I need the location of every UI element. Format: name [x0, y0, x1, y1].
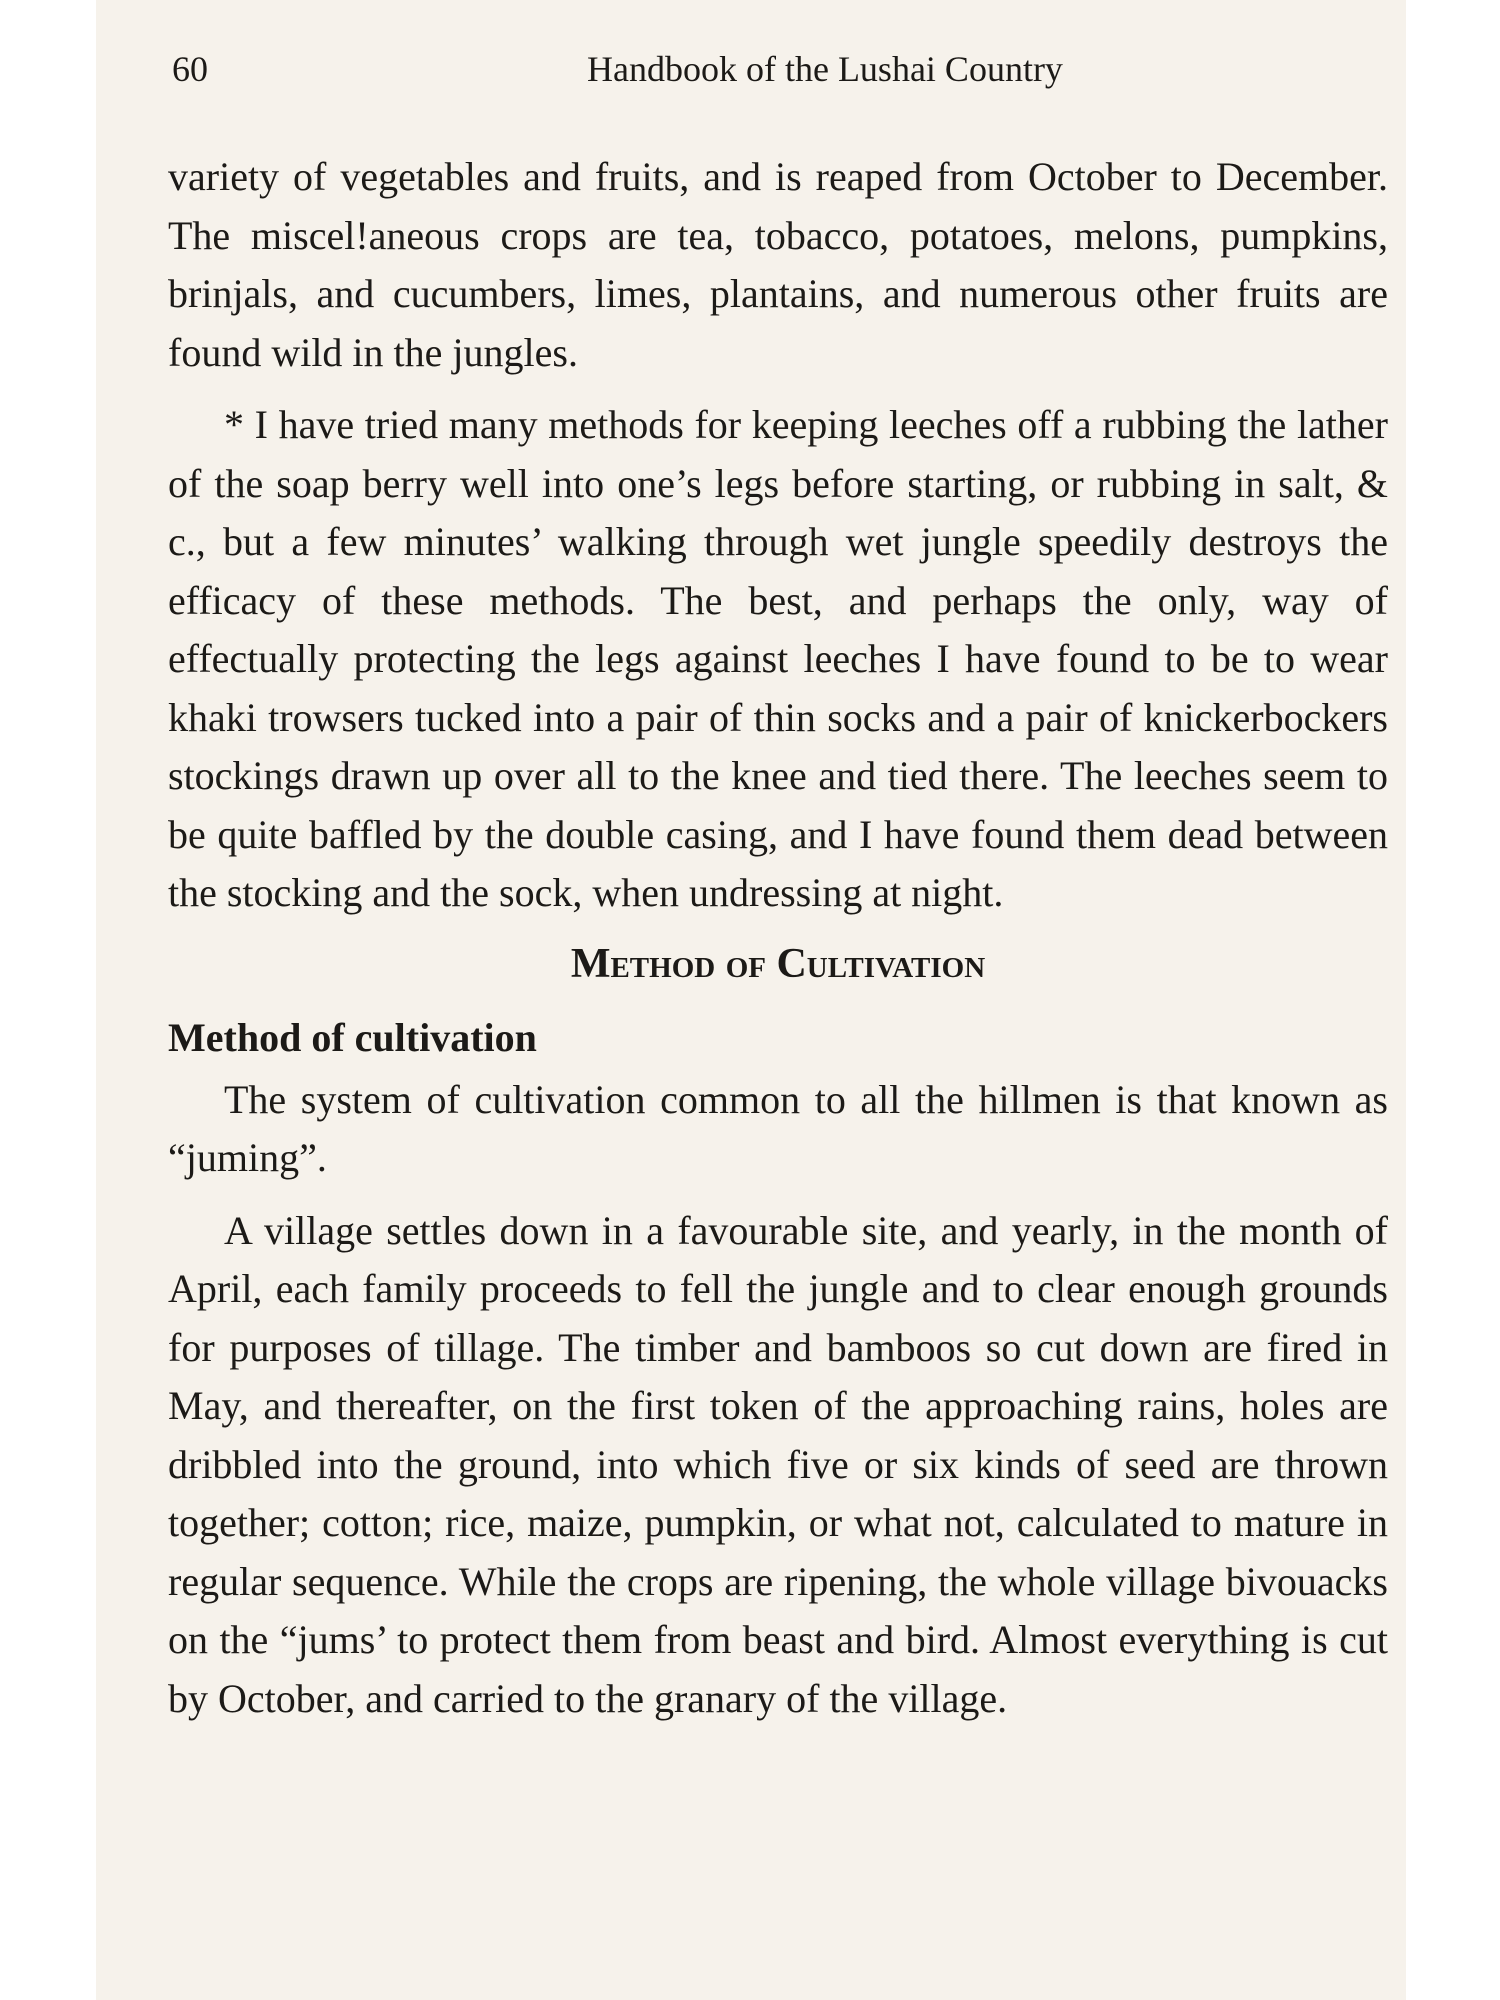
running-title: Handbook of the Lushai Country	[587, 49, 1063, 89]
sub-heading: Method of cultivation	[168, 1014, 537, 1060]
page-number: 60	[172, 49, 208, 89]
section-title: Method of Cultivation	[570, 940, 986, 987]
paragraph-village-cycle: A village settles down in a favourable site, and yearly, in the month of April, each family proceeds to fell the jungle and to clear enough grounds for purposes of tillage. The timber and bamboos so cut down are fired in May, and thereafter, on the first token of the approaching rains, holes are dribbled into the ground, into which five or six kinds of seed are thrown together; cotton; rice, maize, pumpkin, or what not, calculated to mature in regular sequence. While the crops are ripening, the whole village bivouacks on the “jums’ to protect them from beast and bird. Almost everything is cut by October, and carried to the granary of the village.	[168, 1207, 1388, 1721]
paragraph-leeches-footnote: * I have tried many methods for keeping leeches off a rubbing the lather of the soap berry well into one’s legs before starting, or rubbing in salt, & c., but a few minutes’ walking through wet jungle speedily destroys the efficacy of these methods. The best, and perhaps the only, way of effectually protecting the legs against leeches I have found to be to wear khaki trowsers tucked into a pair of thin socks and a pair of knickerbockers stockings drawn up over all to the knee and tied there. The leeches seem to be quite baffled by the double casing, and I have found them dead between the stocking and the sock, when undressing at night.	[168, 402, 1388, 915]
page-body	[168, 148, 1388, 1728]
book-page	[96, 0, 1406, 2000]
paragraph-continuation: variety of vegetables and fruits, and is reaped from October to December. The miscel!aneous crops are tea, tobacco, potatoes, melons, pumpkins, brinjals, and cucumbers, limes, plantains, and numerous other fruits are found wild in the jungles.	[168, 154, 1388, 375]
page-header	[172, 48, 1372, 108]
paragraph-juming: The system of cultivation common to all the hillmen is that known as “juming”.	[168, 1076, 1388, 1180]
